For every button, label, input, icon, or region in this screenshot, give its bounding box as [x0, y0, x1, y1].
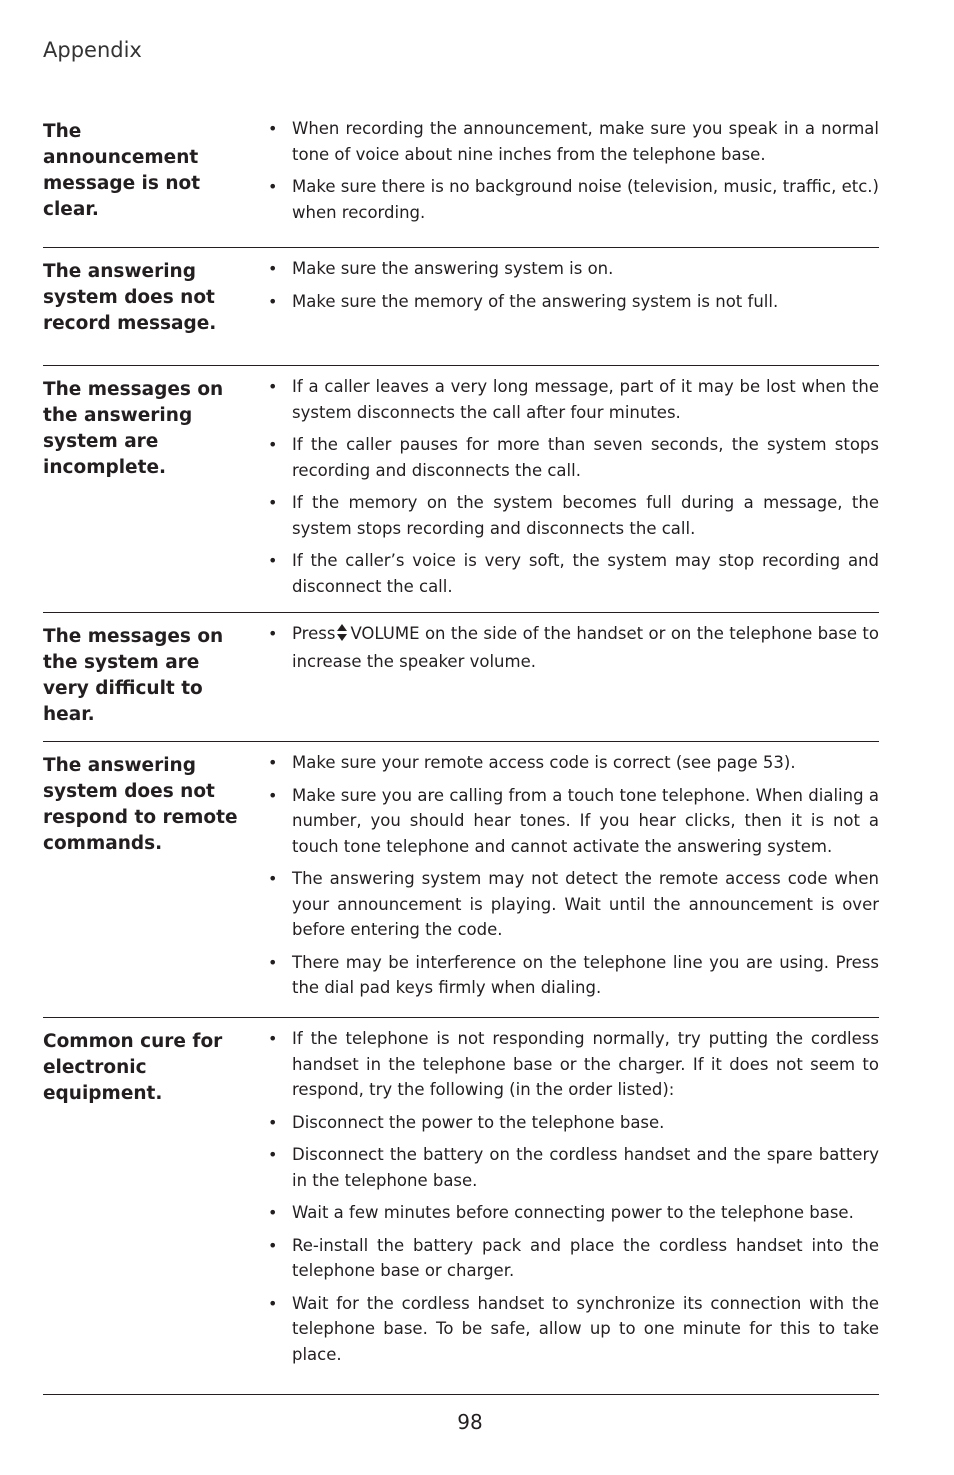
solution-text: When recording the announcement, make sure you speak in a normal tone of voice about nine inches from the telephone base. [292, 119, 879, 164]
solution-item [267, 1291, 879, 1368]
solution-text: If the telephone is not responding normally, try putting the cordless handset in the telephone base or the charger. If it does not seem to respond, try the following (in the order listed): [292, 1029, 879, 1099]
solution-item [267, 621, 879, 674]
solution-text: Make sure there is no background noise (television, music, traffic, etc.) when recording. [292, 177, 879, 222]
bullet-icon: • [268, 435, 278, 454]
solution-text: If the memory on the system becomes full during a message, the system stops recording and disconnects the call. [292, 493, 879, 538]
solution-text: Wait a few minutes before connecting power to the telephone base. [292, 1203, 854, 1222]
bullet-icon: • [268, 259, 278, 278]
solution-list [241, 116, 879, 232]
solution-item [267, 174, 879, 225]
troubleshooting-row [43, 248, 879, 366]
solution-item [267, 490, 879, 541]
troubleshooting-row [43, 108, 879, 248]
bullet-icon: • [268, 119, 278, 138]
bullet-icon: • [268, 785, 278, 805]
solution-item [267, 1233, 879, 1284]
bullet-icon: • [268, 377, 278, 396]
solution-item [267, 374, 879, 425]
problem-label: The messages on the answering system are incomplete. [43, 379, 224, 478]
bullet-icon: • [268, 177, 278, 196]
solution-list [241, 1026, 879, 1374]
solution-item [267, 432, 879, 483]
solution-text: Make sure you are calling from a touch tone telephone. When dialing a number, you should hear tones. If you hear clicks, then it is not a touch tone telephone and cannot activate the answering system. [292, 785, 879, 856]
solution-text: Disconnect the power to the telephone base. [292, 1112, 665, 1132]
solution-text: Make sure the memory of the answering system is not full. [292, 291, 779, 311]
problem-label: The announcement message is not clear. [43, 121, 201, 220]
troubleshooting-row [43, 742, 879, 1018]
bullet-icon: • [268, 624, 278, 643]
troubleshooting-row [43, 366, 879, 613]
solution-item [267, 783, 879, 860]
solution-text: If the caller’s voice is very soft, the system may stop recording and disconnect the call. [292, 551, 879, 596]
solution-item [267, 950, 879, 1001]
row-divider [43, 1394, 879, 1395]
solution-item [267, 1026, 879, 1103]
bullet-icon: • [268, 291, 278, 311]
bullet-icon: • [268, 1293, 278, 1313]
page-number: 98 [457, 1410, 483, 1434]
troubleshooting-table [43, 108, 879, 1395]
solution-item [267, 548, 879, 599]
solution-text: Wait for the cordless handset to synchronize its connection with the telephone base. To be safe, allow up to one minute for this to take place. [292, 1293, 879, 1364]
solution-text: Disconnect the battery on the cordless handset and the spare battery in the telephone base. [292, 1145, 879, 1190]
problem-label: The answering system does not record message. [43, 261, 217, 334]
solution-item [267, 1110, 879, 1136]
troubleshooting-row [43, 1018, 879, 1395]
bullet-icon: • [268, 869, 278, 888]
solution-item [267, 1142, 879, 1193]
solution-text: Press [292, 624, 336, 643]
bullet-icon: • [268, 1203, 278, 1222]
solution-item [267, 256, 879, 282]
problem-label: Common cure for electronic equipment. [43, 1031, 223, 1104]
solution-text: Make sure the answering system is on. [292, 259, 614, 278]
solution-item [267, 750, 879, 776]
bullet-icon: • [268, 1235, 278, 1255]
solution-text: The answering system may not detect the remote access code when your announcement is playing. Wait until the announcement is over before entering the code. [292, 869, 879, 939]
solution-text: Re-install the battery pack and place the cordless handset into the telephone base or charger. [292, 1235, 879, 1280]
bullet-icon: • [268, 1029, 278, 1048]
solution-item [267, 1200, 879, 1226]
bullet-icon: • [268, 753, 278, 772]
bullet-icon: • [268, 493, 278, 512]
bullet-icon: • [268, 551, 278, 570]
solution-item [267, 866, 879, 943]
section-header: Appendix [43, 38, 142, 62]
solution-text: Make sure your remote access code is correct (see page 53). [292, 753, 796, 772]
solution-text: If a caller leaves a very long message, part of it may be lost when the system disconnects the call after four minutes. [292, 377, 879, 422]
bullet-icon: • [268, 1112, 278, 1132]
solution-item [267, 289, 879, 315]
solution-text: There may be interference on the telephone line you are using. Press the dial pad keys firmly when dialing. [292, 952, 879, 997]
solution-list [241, 374, 879, 606]
solution-list [241, 256, 879, 337]
bullet-icon: • [268, 1145, 278, 1164]
solution-text: VOLUME on the side of the handset or on the telephone base to increase the speaker volume. [292, 624, 879, 671]
solution-list [241, 621, 879, 728]
solution-list [241, 750, 879, 1008]
troubleshooting-row [43, 613, 879, 742]
volume-up-down-icon [337, 623, 347, 649]
problem-label: The answering system does not respond to remote commands. [43, 755, 238, 854]
bullet-icon: • [268, 952, 278, 972]
solution-item [267, 116, 879, 167]
problem-label: The messages on the system are very difficult to hear. [43, 626, 224, 725]
solution-text: If the caller pauses for more than seven seconds, the system stops recording and disconnects the call. [292, 435, 879, 480]
